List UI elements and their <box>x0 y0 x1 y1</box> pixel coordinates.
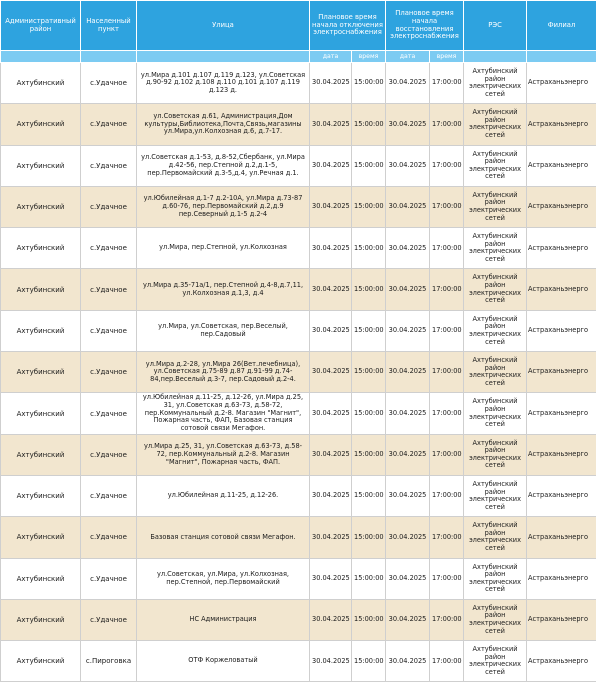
off-time-cell: 15:00:00 <box>352 434 386 475</box>
filial-cell: Астраханьэнерго <box>527 228 596 269</box>
off-date-cell: 30.04.2025 <box>310 558 352 599</box>
subheader-on-time: время <box>430 51 464 63</box>
res-cell: Ахтубинский район электрических сетей <box>464 475 527 516</box>
district-cell: Ахтубинский <box>1 186 81 227</box>
on-time-cell: 17:00:00 <box>430 186 464 227</box>
header-res: РЭС <box>464 1 527 51</box>
on-time-cell: 17:00:00 <box>430 475 464 516</box>
res-cell: Ахтубинский район электрических сетей <box>464 63 527 104</box>
header-off-time: Плановое время начала отключения электроснабжения <box>310 1 386 51</box>
table-row <box>1 186 596 227</box>
street-cell: ул.Юбилейная д.11-25, д.12-26, ул.Мира д.25, 31, ул.Советская д.63-73, д.58-72, пер.Коммунальный д.2-8. Магазин "Магнит", Пожарная часть, ФАП, Базовая станция сотовой связи Мегафон. <box>137 393 310 434</box>
off-time-cell: 15:00:00 <box>352 352 386 393</box>
off-time-cell: 15:00:00 <box>352 517 386 558</box>
on-date-cell: 30.04.2025 <box>386 269 430 310</box>
locality-cell: с.Удачное <box>81 228 137 269</box>
off-date-cell: 30.04.2025 <box>310 228 352 269</box>
locality-cell: с.Удачное <box>81 269 137 310</box>
filial-cell: Астраханьэнерго <box>527 475 596 516</box>
filial-cell: Астраханьэнерго <box>527 641 596 682</box>
on-time-cell: 17:00:00 <box>430 310 464 351</box>
res-cell: Ахтубинский район электрических сетей <box>464 310 527 351</box>
on-date-cell: 30.04.2025 <box>386 558 430 599</box>
table-row <box>1 352 596 393</box>
street-cell: ул.Мира, пер.Степной, ул.Колхозная <box>137 228 310 269</box>
locality-cell: с.Удачное <box>81 352 137 393</box>
off-date-cell: 30.04.2025 <box>310 434 352 475</box>
locality-cell: с.Удачное <box>81 104 137 145</box>
filial-cell: Астраханьэнерго <box>527 393 596 434</box>
on-date-cell: 30.04.2025 <box>386 186 430 227</box>
on-time-cell: 17:00:00 <box>430 599 464 640</box>
table-row <box>1 599 596 640</box>
filial-cell: Астраханьэнерго <box>527 599 596 640</box>
locality-cell: с.Удачное <box>81 145 137 186</box>
district-cell: Ахтубинский <box>1 145 81 186</box>
locality-cell: с.Удачное <box>81 63 137 104</box>
off-time-cell: 15:00:00 <box>352 310 386 351</box>
on-date-cell: 30.04.2025 <box>386 63 430 104</box>
on-time-cell: 17:00:00 <box>430 63 464 104</box>
table-row <box>1 517 596 558</box>
res-cell: Ахтубинский район электрических сетей <box>464 393 527 434</box>
street-cell: ОТФ Коржеловатый <box>137 641 310 682</box>
on-time-cell: 17:00:00 <box>430 434 464 475</box>
district-cell: Ахтубинский <box>1 393 81 434</box>
subheader-on-date: дата <box>386 51 430 63</box>
on-time-cell: 17:00:00 <box>430 228 464 269</box>
district-cell: Ахтубинский <box>1 558 81 599</box>
res-cell: Ахтубинский район электрических сетей <box>464 104 527 145</box>
district-cell: Ахтубинский <box>1 104 81 145</box>
table-row <box>1 475 596 516</box>
subheader-blank <box>464 51 527 63</box>
street-cell: ул.Мира д.35-71а/1, пер.Степной д.4-8,д.7,11, ул.Колхозная д.1,3, д.4 <box>137 269 310 310</box>
district-cell: Ахтубинский <box>1 310 81 351</box>
subheader-blank <box>527 51 596 63</box>
filial-cell: Астраханьэнерго <box>527 104 596 145</box>
on-date-cell: 30.04.2025 <box>386 228 430 269</box>
locality-cell: с.Удачное <box>81 517 137 558</box>
on-date-cell: 30.04.2025 <box>386 599 430 640</box>
table-body <box>1 63 596 682</box>
table-row <box>1 269 596 310</box>
off-time-cell: 15:00:00 <box>352 393 386 434</box>
on-time-cell: 17:00:00 <box>430 517 464 558</box>
street-cell: Базовая станция сотовой связи Мегафон. <box>137 517 310 558</box>
off-time-cell: 15:00:00 <box>352 228 386 269</box>
res-cell: Ахтубинский район электрических сетей <box>464 599 527 640</box>
on-time-cell: 17:00:00 <box>430 145 464 186</box>
district-cell: Ахтубинский <box>1 352 81 393</box>
on-time-cell: 17:00:00 <box>430 352 464 393</box>
res-cell: Ахтубинский район электрических сетей <box>464 558 527 599</box>
subheader-off-date: дата <box>310 51 352 63</box>
district-cell: Ахтубинский <box>1 269 81 310</box>
locality-cell: с.Удачное <box>81 558 137 599</box>
res-cell: Ахтубинский район электрических сетей <box>464 228 527 269</box>
street-cell: ул.Мира д.25, 31, ул.Советская д.63-73, д.58-72, пер.Коммунальный д.2-8. Магазин "Магнит", Пожарная часть, ФАП. <box>137 434 310 475</box>
on-date-cell: 30.04.2025 <box>386 517 430 558</box>
street-cell: ул.Советская д.1-53, д.8-52,Сбербанк, ул.Мира д.42-56, пер.Степной д.2,д.1-5, пер.Первомайский д.3-5,д.4, ул.Речная д.1. <box>137 145 310 186</box>
header-street: Улица <box>137 1 310 51</box>
locality-cell: с.Удачное <box>81 393 137 434</box>
header-filial: Филиал <box>527 1 596 51</box>
street-cell: ул.Юбилейная д.1-7 д.2-10А, ул.Мира д.73-87 д.60-76, пер.Первомайский д.2,д.9 пер.Северный д.1-5 д.2-4 <box>137 186 310 227</box>
table-row <box>1 145 596 186</box>
off-date-cell: 30.04.2025 <box>310 269 352 310</box>
on-time-cell: 17:00:00 <box>430 393 464 434</box>
filial-cell: Астраханьэнерго <box>527 434 596 475</box>
off-time-cell: 15:00:00 <box>352 104 386 145</box>
filial-cell: Астраханьэнерго <box>527 269 596 310</box>
on-date-cell: 30.04.2025 <box>386 641 430 682</box>
table-row <box>1 641 596 682</box>
res-cell: Ахтубинский район электрических сетей <box>464 269 527 310</box>
res-cell: Ахтубинский район электрических сетей <box>464 145 527 186</box>
on-date-cell: 30.04.2025 <box>386 104 430 145</box>
street-cell: ул.Мира, ул.Советская, пер.Веселый, пер.Садовый <box>137 310 310 351</box>
subheader-row <box>1 51 596 63</box>
res-cell: Ахтубинский район электрических сетей <box>464 186 527 227</box>
subheader-off-time: время <box>352 51 386 63</box>
off-date-cell: 30.04.2025 <box>310 310 352 351</box>
off-time-cell: 15:00:00 <box>352 186 386 227</box>
filial-cell: Астраханьэнерго <box>527 310 596 351</box>
subheader-blank <box>81 51 137 63</box>
on-time-cell: 17:00:00 <box>430 104 464 145</box>
district-cell: Ахтубинский <box>1 434 81 475</box>
header-on-time: Плановое время начала восстановления электроснабжения <box>386 1 464 51</box>
locality-cell: с.Пироговка <box>81 641 137 682</box>
locality-cell: с.Удачное <box>81 186 137 227</box>
district-cell: Ахтубинский <box>1 228 81 269</box>
off-time-cell: 15:00:00 <box>352 641 386 682</box>
table-row <box>1 310 596 351</box>
on-date-cell: 30.04.2025 <box>386 310 430 351</box>
table-row <box>1 104 596 145</box>
on-time-cell: 17:00:00 <box>430 269 464 310</box>
street-cell: ул.Советская д.61, Администрация,Дом культуры,Библиотека,Почта,Связь,магазины ул.Мира,ул.Колхозная д.6, д.7-17. <box>137 104 310 145</box>
subheader-blank <box>137 51 310 63</box>
off-time-cell: 15:00:00 <box>352 599 386 640</box>
off-date-cell: 30.04.2025 <box>310 352 352 393</box>
res-cell: Ахтубинский район электрических сетей <box>464 517 527 558</box>
header-district: Административный район <box>1 1 81 51</box>
filial-cell: Астраханьэнерго <box>527 352 596 393</box>
header-row <box>1 1 596 51</box>
filial-cell: Астраханьэнерго <box>527 145 596 186</box>
district-cell: Ахтубинский <box>1 599 81 640</box>
locality-cell: с.Удачное <box>81 475 137 516</box>
locality-cell: с.Удачное <box>81 599 137 640</box>
off-date-cell: 30.04.2025 <box>310 475 352 516</box>
locality-cell: с.Удачное <box>81 310 137 351</box>
off-date-cell: 30.04.2025 <box>310 599 352 640</box>
off-time-cell: 15:00:00 <box>352 63 386 104</box>
filial-cell: Астраханьэнерго <box>527 63 596 104</box>
on-date-cell: 30.04.2025 <box>386 434 430 475</box>
off-date-cell: 30.04.2025 <box>310 145 352 186</box>
on-date-cell: 30.04.2025 <box>386 475 430 516</box>
off-time-cell: 15:00:00 <box>352 558 386 599</box>
header-locality: Населенный пункт <box>81 1 137 51</box>
district-cell: Ахтубинский <box>1 63 81 104</box>
on-time-cell: 17:00:00 <box>430 558 464 599</box>
locality-cell: с.Удачное <box>81 434 137 475</box>
district-cell: Ахтубинский <box>1 517 81 558</box>
off-time-cell: 15:00:00 <box>352 475 386 516</box>
table-row <box>1 63 596 104</box>
street-cell: ул.Мира д.101 д.107 д.119 д.123, ул.Советская д.90-92 д.102 д.108 д.110 д.101 д.107 д.119 д.123 д. <box>137 63 310 104</box>
on-date-cell: 30.04.2025 <box>386 393 430 434</box>
street-cell: ул.Юбилейная д.11-25, д.12-26. <box>137 475 310 516</box>
table-row <box>1 393 596 434</box>
res-cell: Ахтубинский район электрических сетей <box>464 352 527 393</box>
off-date-cell: 30.04.2025 <box>310 63 352 104</box>
off-date-cell: 30.04.2025 <box>310 104 352 145</box>
table-row <box>1 434 596 475</box>
on-date-cell: 30.04.2025 <box>386 145 430 186</box>
off-time-cell: 15:00:00 <box>352 145 386 186</box>
on-date-cell: 30.04.2025 <box>386 352 430 393</box>
off-date-cell: 30.04.2025 <box>310 517 352 558</box>
off-date-cell: 30.04.2025 <box>310 641 352 682</box>
off-time-cell: 15:00:00 <box>352 269 386 310</box>
filial-cell: Астраханьэнерго <box>527 186 596 227</box>
off-date-cell: 30.04.2025 <box>310 393 352 434</box>
filial-cell: Астраханьэнерго <box>527 517 596 558</box>
street-cell: НС Администрация <box>137 599 310 640</box>
district-cell: Ахтубинский <box>1 641 81 682</box>
table-row <box>1 228 596 269</box>
res-cell: Ахтубинский район электрических сетей <box>464 434 527 475</box>
subheader-blank <box>1 51 81 63</box>
street-cell: ул.Мира д.2-28, ул.Мира 26(Вет.лечебница), ул.Советская д.75-89 д.87 д.91-99 д.74-84,пер.Веселый д.3-7, пер.Садовый д.2-4. <box>137 352 310 393</box>
street-cell: ул.Советская, ул.Мира, ул.Колхозная, пер.Степной, пер.Первомайский <box>137 558 310 599</box>
on-time-cell: 17:00:00 <box>430 641 464 682</box>
district-cell: Ахтубинский <box>1 475 81 516</box>
filial-cell: Астраханьэнерго <box>527 558 596 599</box>
off-date-cell: 30.04.2025 <box>310 186 352 227</box>
table-row <box>1 558 596 599</box>
res-cell: Ахтубинский район электрических сетей <box>464 641 527 682</box>
